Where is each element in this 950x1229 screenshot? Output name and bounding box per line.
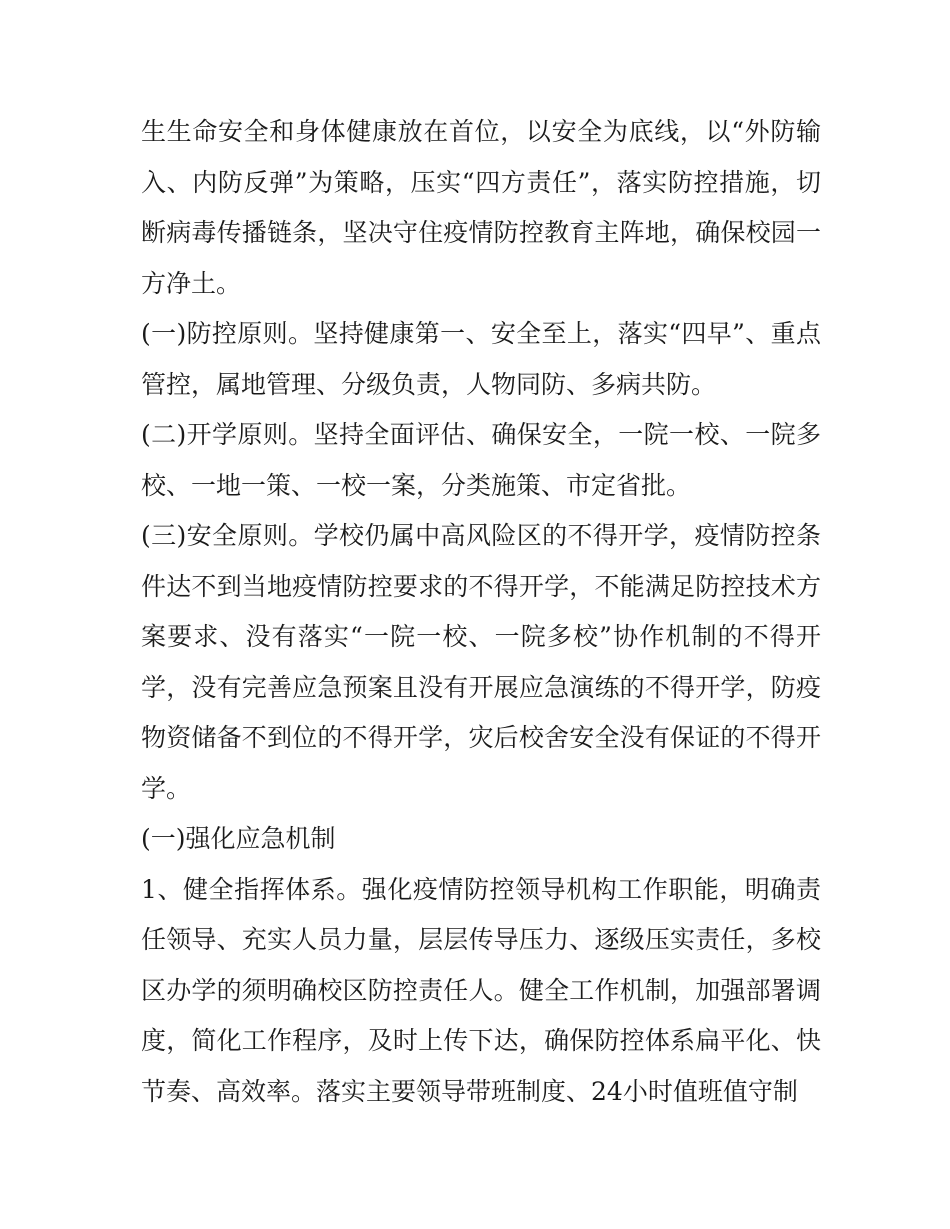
paragraph-command-system: 1、健全指挥体系。强化疫情防控领导机构工作职能，明确责任领导、充实人员力量，层层传导压力、逐级压实责任，多校区办学的须明确校区防控责任人。健全工作机制，加强部署调度，简化工作程序，及时上传下达，确保防控体系扁平化、快节奏、高效率。落实主要领导带班制度、24小时值班值守制 — [141, 874, 821, 1106]
paragraph-prevention-principle: (一)防控原则。坚持健康第一、安全至上，落实“四早”、重点管控，属地管理、分级负责，人物同防、多病共防。 — [141, 319, 821, 399]
section-heading-emergency-mechanism: (一)强化应急机制 — [141, 824, 336, 853]
paragraph-intro: 生生命安全和身体健康放在首位，以安全为底线，以“外防输入、内防反弹”为策略，压实“四方责任”，落实防控措施，切断病毒传播链条，坚决守住疫情防控教育主阵地，确保校园一方净土。 — [141, 117, 821, 298]
paragraph-safety-principle: (三)安全原则。学校仍属中高风险区的不得开学，疫情防控条件达不到当地疫情防控要求的不得开学，不能满足防控技术方案要求、没有落实“一院一校、一院多校”协作机制的不得开学，没有完善应急预案且没有开展应急演练的不得开学，防疫物资储备不到位的不得开学，灾后校舍安全没有保证的不得开学。 — [141, 521, 821, 803]
document-body — [141, 107, 821, 1117]
paragraph-opening-principle: (二)开学原则。坚持全面评估、确保安全，一院一校、一院多校、一地一策、一校一案，分类施策、市定省批。 — [141, 420, 821, 500]
